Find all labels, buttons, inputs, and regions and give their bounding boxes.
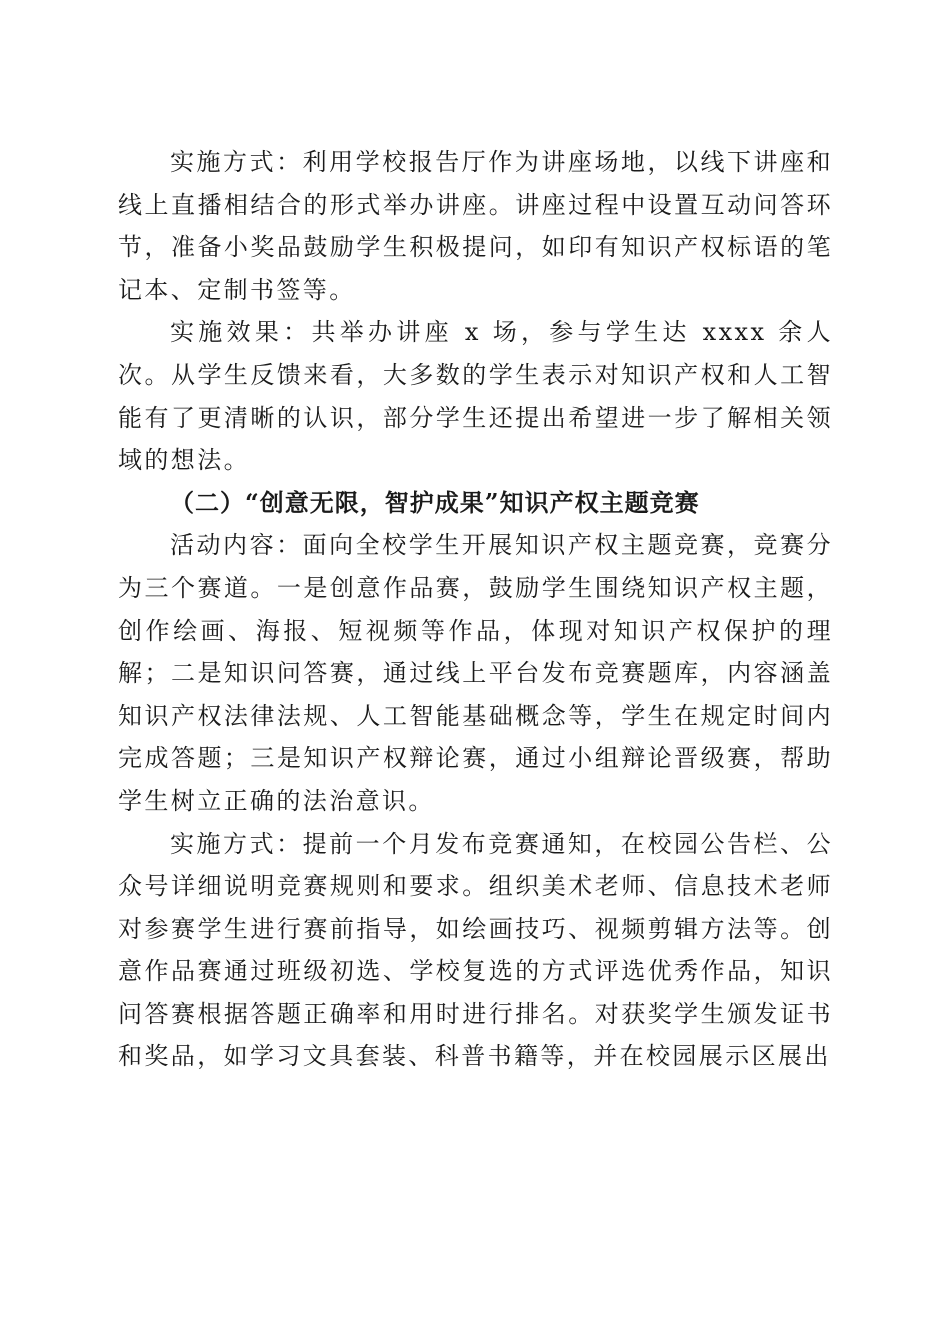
paragraph-competition-method: 实施方式：提前一个月发布竞赛通知，在校园公告栏、公众号详细说明竞赛规则和要求。组织美术老师、信息技术老师对参赛学生进行赛前指导，如绘画技巧、视频剪辑方法等。创意作品赛通过班级初选、学校复选的方式评选优秀作品，知识问答赛根据答题正确率和用时进行排名。对获奖学生颁发证书和奖品，如学习文具套装、科普书籍等，并在校园展示区展出	[118, 829, 833, 1071]
section-heading-competition: （二）“创意无限，智护成果”知识产权主题竞赛	[170, 487, 700, 517]
document-body	[118, 141, 833, 1078]
paragraph-lecture-method: 实施方式：利用学校报告厅作为讲座场地，以线下讲座和线上直播相结合的形式举办讲座。讲座过程中设置互动问答环节，准备小奖品鼓励学生积极提问，如印有知识产权标语的笔记本、定制书签等。	[118, 148, 833, 304]
paragraph-lecture-result: 实施效果：共举办讲座 x 场，参与学生达 xxxx 余人次。从学生反馈来看，大多数的学生表示对知识产权和人工智能有了更清晰的认识，部分学生还提出希望进一步了解相关领域的想法。	[118, 318, 833, 475]
paragraph-competition-content: 活动内容：面向全校学生开展知识产权主题竞赛，竞赛分为三个赛道。一是创意作品赛，鼓励学生围绕知识产权主题，创作绘画、海报、短视频等作品，体现对知识产权保护的理解；二是知识问答赛，通过线上平台发布竞赛题库，内容涵盖知识产权法律法规、人工智能基础概念等，学生在规定时间内完成答题；三是知识产权辩论赛，通过小组辩论晋级赛，帮助学生树立正确的法治意识。	[118, 531, 833, 815]
